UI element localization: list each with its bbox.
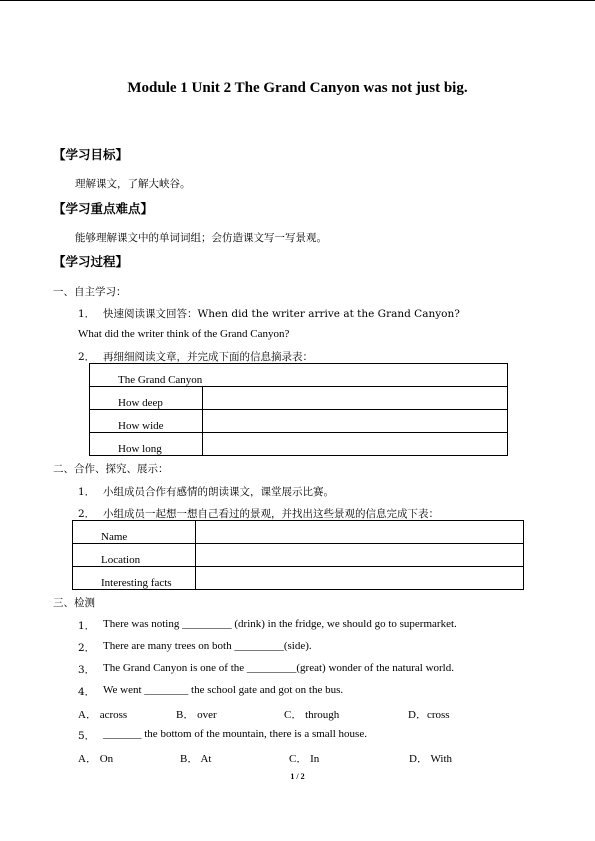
top-border [0,0,595,1]
goal-text: 理解课文，了解大峡谷。 [75,178,191,190]
key-text: 能够理解课文中的单词词组；会仿造课文写一写景观。 [75,232,327,244]
part1-q1-text: 快速阅读课文回答：When did the writer arrive at the Grand Canyon? [103,308,460,320]
option-d: D． With [409,753,453,765]
table-header-cell: The Grand Canyon [90,364,508,387]
option-b: B． over [176,709,217,721]
part1-label: 一、自主学习： [53,286,127,298]
table-label-cell: How wide [90,410,203,433]
part2-q1-num: 1． [78,486,96,498]
table-label-cell: How long [90,433,203,456]
q-num: 2． [78,642,96,654]
option-a: A． On [78,753,114,765]
table-label-cell: Interesting facts [73,567,196,590]
part2-q1-text: 小组成员合作有感情的朗读课文，课堂展示比赛。 [103,486,334,498]
q-text: The Grand Canyon is one of the _________(great) wonder of the natural world. [103,662,454,674]
process-heading: 【学习过程】 [53,254,129,269]
table-value-cell[interactable] [196,567,524,590]
q-num: 1． [78,620,96,632]
q-num: 4． [78,686,96,698]
option-b: B． At [180,753,212,765]
grand-canyon-table [89,363,508,456]
part1-q1-cont: What did the writer think of the Grand Canyon? [78,328,290,340]
table-value-cell[interactable] [203,433,508,456]
table-value-cell[interactable] [196,521,524,544]
table-label-cell: Location [73,544,196,567]
option-c: C． through [284,709,340,721]
q-text: There are many trees on both _________(side). [103,640,312,652]
table-row [90,433,508,456]
table-row [90,387,508,410]
part1-q1-num: 1． [78,308,96,320]
goal-heading: 【学习目标】 [53,147,129,162]
table-label-cell: Name [73,521,196,544]
option-c: C． In [289,753,320,765]
part1-q2-num: 2． [78,351,96,363]
q-text: There was noting _________ (drink) in the fridge, we should go to supermarket. [103,618,457,630]
table-value-cell[interactable] [196,544,524,567]
part1-q2-text: 再细细阅读文章，并完成下面的信息摘录表： [103,351,313,363]
table-row [73,567,524,590]
table-row [90,364,508,387]
q-num: 5． [78,730,96,742]
table-value-cell[interactable] [203,410,508,433]
option-d: D．cross [408,709,450,721]
q-num: 3． [78,664,96,676]
option-a: A． across [78,709,128,721]
table-row [73,521,524,544]
page-number: 1 / 2 [290,772,305,781]
part2-label: 二、合作、探究、展示： [53,463,169,475]
part3-label: 三、检测 [53,597,95,609]
table-value-cell[interactable] [203,387,508,410]
part2-q2-num: 2． [78,508,96,520]
key-heading: 【学习重点难点】 [53,201,154,216]
table-row [73,544,524,567]
landscape-table [72,520,524,590]
table-row [90,410,508,433]
q-text: We went ________ the school gate and got on the bus. [103,684,344,696]
part2-q2-text: 小组成员一起想一想自己看过的景观，并找出这些景观的信息完成下表： [103,508,439,520]
q-text: _______ the bottom of the mountain, there is a small house. [103,728,367,740]
page-title: Module 1 Unit 2 The Grand Canyon was not just big. [127,80,468,96]
table-label-cell: How deep [90,387,203,410]
